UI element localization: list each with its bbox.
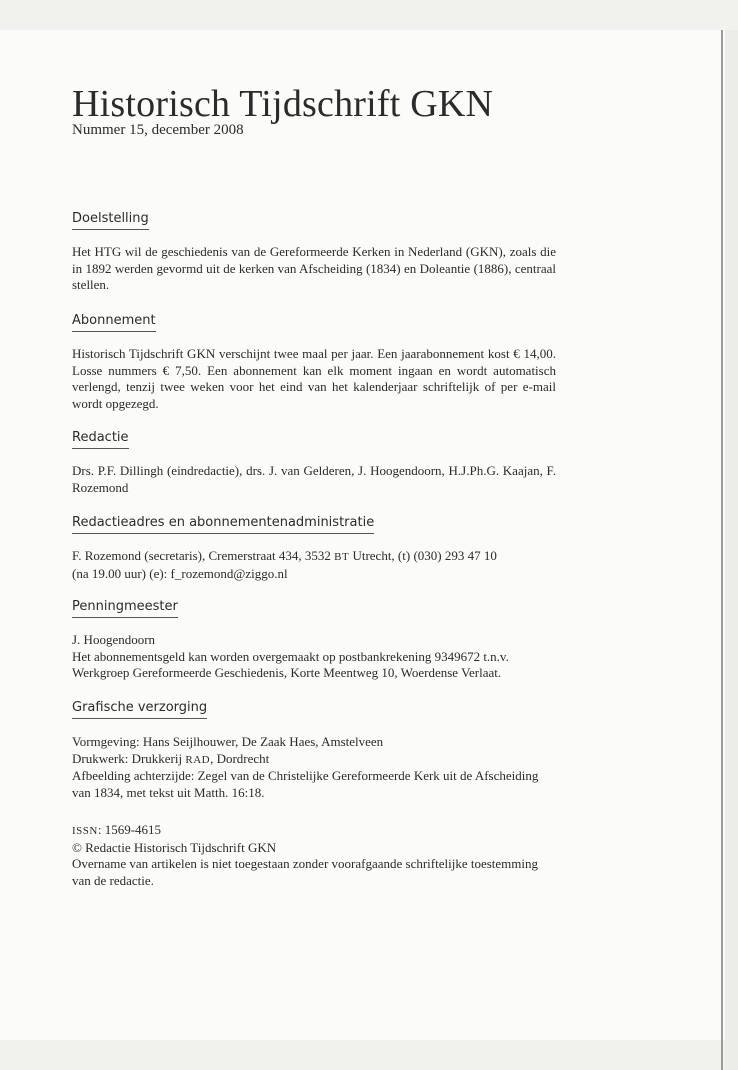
section-text-grafische bbox=[72, 734, 556, 801]
print-label: Drukwerk: Drukkerij bbox=[72, 750, 186, 766]
copyright-line: © Redactie Historisch Tijdschrift GKN bbox=[72, 839, 277, 855]
email-line: (na 19.00 uur) (e): f_rozemond@ziggo.nl bbox=[72, 565, 288, 581]
issue-subtitle: Nummer 15, december 2008 bbox=[72, 122, 244, 138]
cover-credit: Afbeelding achterzijde: Zegel van de Christelijke Gereformeerde Kerk uit de Afscheiding van 1834, met tekst uit Matth. 16:18. bbox=[72, 768, 539, 800]
address-line bbox=[72, 548, 556, 566]
copyright-notice: Overname van artikelen is niet toegestaan zonder voorafgaande schriftelijke toestemming van de redactie. bbox=[72, 856, 539, 888]
address-city-phone: Utrecht, (t) (030) 293 47 10 bbox=[349, 548, 497, 563]
print-city: , Dordrecht bbox=[210, 750, 270, 766]
postcode-letters: BT bbox=[334, 551, 350, 563]
section-heading-doelstelling: Doelstelling bbox=[72, 211, 149, 230]
section-text-redactieadres bbox=[72, 548, 556, 582]
section-heading-abonnement: Abonnement bbox=[72, 313, 156, 332]
journal-title: Historisch Tijdschrift GKN bbox=[72, 83, 494, 125]
section-text-doelstelling: Het HTG wil de geschiedenis van de Gereformeerde Kerken in Nederland (GKN), zoals die in 1892 werden gevormd uit de kerken van Afscheiding (1834) en Doleantie (1886), centraal stellen. bbox=[72, 244, 556, 292]
treasurer-address: Werkgroep Gereformeerde Geschiedenis, Korte Meentweg 10, Woerdense Verlaat. bbox=[72, 665, 502, 680]
address-street: F. Rozemond (secretaris), Cremerstraat 434, 3532 bbox=[72, 548, 335, 563]
colophon bbox=[72, 822, 556, 889]
section-text-abonnement: Historisch Tijdschrift GKN verschijnt twee maal per jaar. Een jaarabonnement kost € 14,00. Losse nummers € 7,50. Een abonnement kan elk moment ingaan en wordt automatisch verlengd, tenzij twee weken voor het eind van het kalenderjaar schriftelijk of per e-mail wordt opgezegd. bbox=[72, 346, 556, 411]
page-edge-line bbox=[721, 30, 723, 1070]
issn-value: : 1569-4615 bbox=[97, 822, 162, 837]
section-text-redactie: Drs. P.F. Dillingh (eindredactie), drs. J. van Gelderen, J. Hoogendoorn, H.J.Ph.G. Kaajan, F. Rozemond bbox=[72, 463, 556, 495]
print-credit bbox=[72, 751, 556, 769]
section-heading-penningmeester: Penningmeester bbox=[72, 599, 178, 618]
issn-label: ISSN bbox=[72, 825, 98, 837]
treasurer-account: Het abonnementsgeld kan worden overgemaakt op postbankrekening 9349672 t.n.v. bbox=[72, 648, 509, 664]
issn-line bbox=[72, 822, 556, 840]
treasurer-name: J. Hoogendoorn bbox=[72, 632, 156, 647]
design-credit: Vormgeving: Hans Seijlhouwer, De Zaak Haes, Amstelveen bbox=[72, 734, 384, 749]
section-text-penningmeester bbox=[72, 632, 556, 682]
section-heading-grafische: Grafische verzorging bbox=[72, 700, 207, 719]
section-heading-redactie: Redactie bbox=[72, 430, 129, 449]
section-heading-redactieadres: Redactieadres en abonnementenadministratie bbox=[72, 515, 374, 534]
printer-rad: RAD bbox=[185, 753, 211, 766]
page-edge-margin bbox=[725, 30, 738, 1070]
